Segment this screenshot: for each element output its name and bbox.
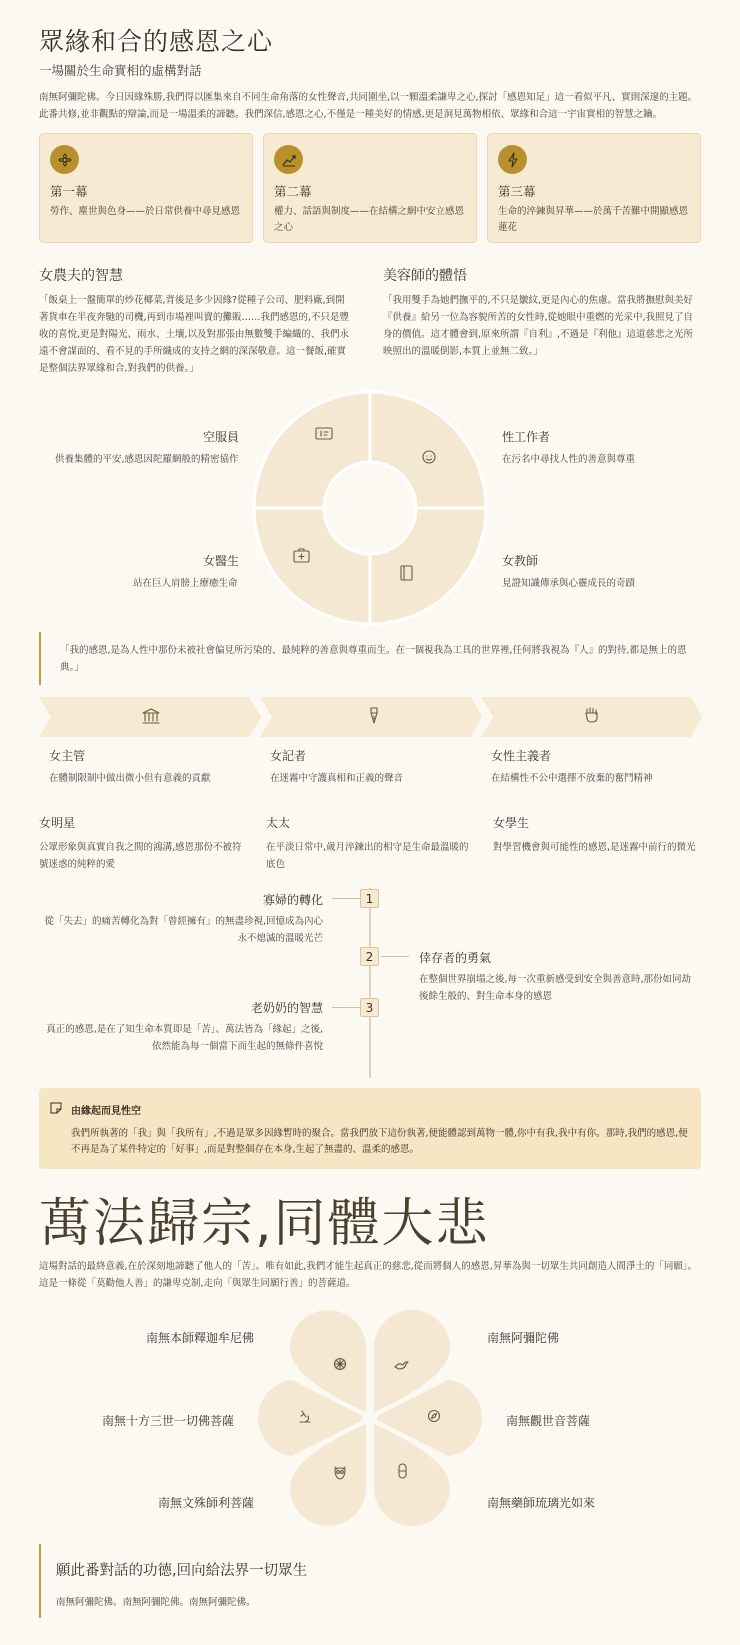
act-title: 第一幕: [50, 184, 88, 199]
callout-body: 我們所執著的「我」與「我所有」,不過是眾多因緣暫時的聚合。當我們放下這份執著,便能體認到萬物一體,你中有我,我中有你。那時,我們的感恩,便不再是為了某件特定的「好事」,而是對整個存在本身,生起了無盡的、溫柔的感恩。: [71, 1128, 688, 1155]
flower-label-all-buddhas: 南無十方三世一切佛菩薩: [101, 1414, 234, 1428]
note-icon: [50, 1102, 62, 1114]
row-desc-student: 對學習機會與可能性的感恩,是迷霧中前行的微光: [493, 842, 696, 853]
callout-box: [39, 1088, 701, 1169]
ring-label-flight-attendant: 空服員: [203, 430, 240, 444]
chevron-title-feminist: 女性主義者: [491, 749, 552, 763]
timeline-connector-1: [332, 898, 360, 899]
act-desc: 生命的淬鍊與昇華——於萬千苦難中開顯感恩蓮花: [498, 206, 689, 233]
chevron-desc-feminist: 在結構性不公中選擇不放棄的奮鬥精神: [491, 773, 653, 784]
chevron-row: [39, 697, 703, 737]
flower-label-shakyamuni: 南無本師釋迦牟尼佛: [145, 1331, 254, 1345]
timeline-title-survivor: 倖存者的勇氣: [419, 951, 492, 965]
ring-segment-top-left: [254, 392, 370, 508]
timeline-step-1: 1: [360, 889, 379, 908]
flower-label-medicine-buddha: 南無藥師琉璃光如來: [487, 1496, 596, 1510]
chevron-title-manager: 女主管: [49, 749, 86, 763]
timeline-step-3: 3: [360, 998, 379, 1017]
ring-segment-bottom-right: [370, 508, 486, 624]
dedication-block: [39, 1544, 701, 1618]
act-desc: 勞作、塵世與色身——於日常供養中尋見感恩: [50, 206, 241, 217]
row-desc-actress: 公眾形象與真實自我之間的鴻溝,感恩那份不被符號迷惑的純粹的愛: [39, 842, 242, 870]
timeline-step-2: 2: [360, 947, 379, 966]
row-title-student: 女學生: [493, 816, 530, 830]
page-subtitle: 一場關於生命實相的虛構對話: [39, 63, 202, 78]
flower-label-amitabha: 南無阿彌陀佛: [487, 1331, 560, 1345]
chevron-desc-journalist: 在迷霧中守護真相和正義的聲音: [270, 773, 404, 784]
voice-title-beautician: 美容師的體悟: [383, 268, 467, 284]
ring-label-doctor: 女醫生: [203, 554, 240, 568]
act-title: 第二幕: [274, 184, 312, 199]
voice-quote-beautician: 「我用雙手為她們撫平的,不只是皺紋,更是內心的焦慮。當我將撫慰與美好『供養』給另一位為容貌所苦的女性時,從她眼中重燃的光采中,我照見了自身的價值。這才體會到,原來所謂『自利』,不過是『利他』這道慈悲之光所映照出的溫暖倒影,本質上並無二致。」: [383, 295, 694, 357]
dedication-title: 願此番對話的功德,回向給法界一切眾生: [56, 1563, 308, 1579]
chevron-desc-manager: 在體制限制中做出微小但有意義的貢獻: [49, 773, 211, 784]
timeline-line: [369, 888, 371, 1078]
timeline-desc-grandmother: 真正的感恩,是在了知生命本質即是「苦」、萬法皆為「緣起」之後,依然能為每一個當下而生起的無條件喜悅: [46, 1024, 323, 1052]
ring-desc-flight-attendant: 供養集體的平安,感恩因陀羅網般的精密協作: [55, 454, 239, 465]
dedication-text: 南無阿彌陀佛。南無阿彌陀佛。南無阿彌陀佛。: [56, 1597, 256, 1608]
flower-diagram: [250, 1310, 490, 1526]
act-title: 第三幕: [498, 184, 536, 199]
timeline-connector-2: [381, 956, 409, 957]
timeline-desc-widow: 從「失去」的痛苦轉化為對「曾經擁有」的無盡珍視,回憶成為內心永不熄滅的溫暖光芒: [44, 916, 323, 944]
chart-trend-icon: [274, 145, 303, 174]
lightning-icon: [498, 145, 527, 174]
ring-desc-sex-worker: 在污名中尋找人性的善意與尊重: [502, 454, 636, 465]
flower-icon: [50, 145, 79, 174]
chevron-1: [39, 697, 261, 737]
ring-desc-teacher: 見證知識傳承與心靈成長的奇蹟: [502, 578, 636, 589]
act-card-2: [263, 133, 477, 243]
ring-segment-bottom-left: [254, 508, 370, 624]
chevron-2: [260, 697, 482, 737]
dharma-wheel-icon: [335, 1359, 346, 1370]
sex-worker-quote: 「我的感恩,是為人性中那份未被社會偏見所污染的、最純粹的善意與尊重而生。在一個視我為工具的世界裡,任何將我視為『人』的對待,都是無上的恩典。」: [39, 632, 701, 685]
page-title: 眾緣和合的感恩之心: [39, 27, 274, 56]
conclusion-title: 萬法歸宗,同體大悲: [39, 1194, 490, 1254]
flower-label-manjushri: 南無文殊師利菩薩: [157, 1496, 254, 1510]
act-desc: 權力、話語與制度——在結構之網中安立感恩之心: [274, 206, 465, 233]
intro-paragraph: 南無阿彌陀佛。今日因緣殊勝,我們得以匯集來自不同生命角落的女性聲音,共同圍坐,以一顆溫柔謙卑之心,探討「感恩知足」這一看似平凡、實則深邃的主題。此番共修,並非觀點的辯論,而是一場溫柔的諦聽。我們深信,感恩之心,不僅是一種美好的情感,更是洞見萬物相依、眾緣和合這一宇宙實相的智慧之鑰。: [39, 92, 698, 120]
ring-diagram: [250, 388, 490, 628]
ring-segment-top-right: [370, 392, 486, 508]
voice-title-farmer: 女農夫的智慧: [39, 268, 123, 284]
act-card-1: [39, 133, 253, 243]
act-card-3: [487, 133, 701, 243]
timeline-title-widow: 寡婦的轉化: [262, 893, 323, 907]
conclusion-desc: 這場對話的最終意義,在於深刻地諦聽了他人的「苦」。唯有如此,我們才能生起真正的慈悲,從而將個人的感恩,昇華為與一切眾生共同創造人間淨土的「同願」。這是一條從「莫勸他人善」的謙卑克制,走向「與眾生同願行善」的菩薩道。: [39, 1261, 698, 1289]
voice-quote-farmer: 「飯桌上一盤簡單的炒花椰菜,背後是多少因緣?從種子公司、肥料廠,到開著貨車在半夜奔馳的司機,再到市場裡叫賣的攤販……我們感恩的,不只是豐收的喜悅,更是對陽光、雨水、土壤,以及對那張由無數雙手編織的、我們永遠不會謀面的、看不見的手所織成的支持之網的深深敬意。這一餐飯,確實是整個法界眾緣和合,對我們的供養。」: [39, 295, 350, 374]
row-title-actress: 女明星: [39, 816, 76, 830]
timeline-title-grandmother: 老奶奶的智慧: [250, 1001, 323, 1015]
flower-label-guanyin: 南無觀世音菩薩: [506, 1414, 591, 1428]
timeline-desc-survivor: 在整個世界崩塌之後,每一次重新感受到安全與善意時,那份如同劫後餘生般的、對生命本身的感恩: [419, 974, 692, 1002]
row-title-wife: 太太: [266, 816, 291, 830]
ring-desc-doctor: 站在巨人肩膀上療癒生命: [133, 578, 238, 589]
row-desc-wife: 在平淡日常中,歲月淬鍊出的相守是生命最溫暖的底色: [266, 842, 469, 870]
chevron-3: [481, 697, 702, 737]
chevron-title-journalist: 女記者: [270, 749, 307, 763]
ring-label-sex-worker: 性工作者: [502, 430, 551, 444]
callout-title: 由緣起而見性空: [71, 1106, 141, 1117]
ring-label-teacher: 女教師: [502, 554, 539, 568]
timeline-connector-3: [332, 1007, 360, 1008]
